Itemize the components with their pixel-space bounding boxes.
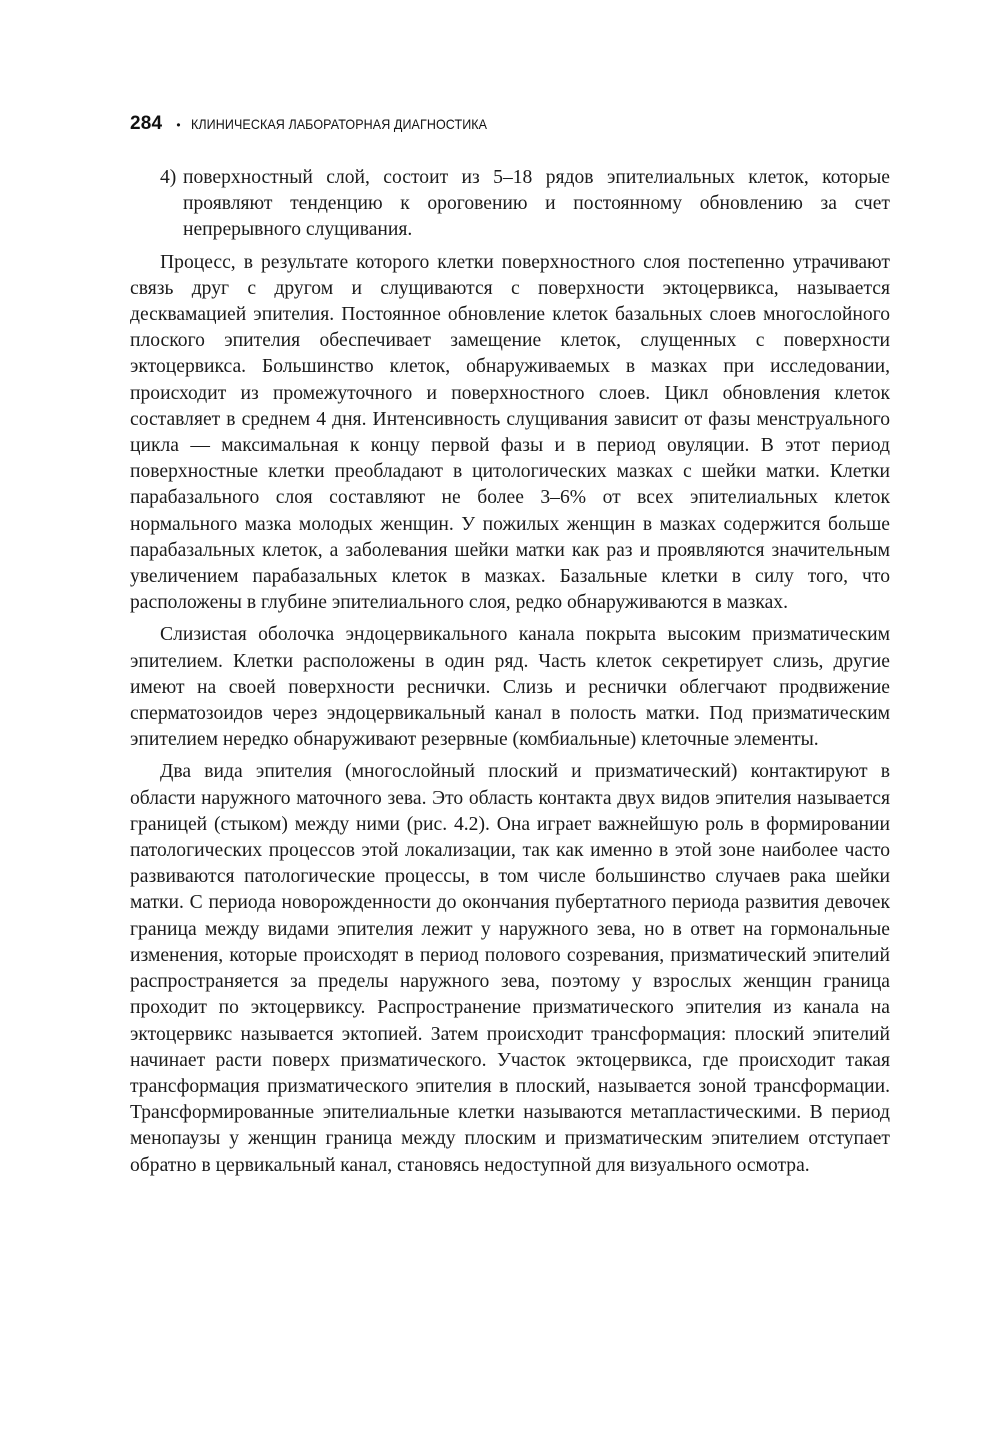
running-title: КЛИНИЧЕСКАЯ ЛАБОРАТОРНАЯ ДИАГНОСТИКА [190,116,487,132]
page-number: 284 [130,113,163,134]
paragraph-endocervical-canal: Слизистая оболочка эндоцервикального канала покрыта высоким призматическим эпителием. Клетки расположены в один ряд. Часть клеток секретирует слизь, другие имеют на своей поверхности реснички. Слизь и реснички облегчают продвижение сперматозоидов через эндоцервикальный канал в полость матки. Под призматическим эпителием нередко обнаруживают резервные (комбиальные) клеточные элементы. [130,624,890,751]
page-body [130,165,890,1179]
list-item-text: поверхностный слой, состоит из 5–18 рядов эпителиальных клеток, которые проявляют тенденцию к ороговению и постоянному обновлению за счет непрерывного слущивания. [183,167,890,241]
header-bullet: • [176,118,181,132]
paragraph-transformation-zone: Два вида эпителия (многослойный плоский и призматический) контактируют в области наружного маточного зева. Это область контакта двух видов эпителия называется границей (стыком) между ними (рис. 4.2). Она играет важнейшую роль в формировании патологических процессов этой локализации, так как именно в этой зоне наиболее часто развиваются патологические процессы, в том числе большинство случаев рака шейки матки. С периода новорожденности до окончания пубертатного периода развития девочек граница между видами эпителия лежит у наружного зева, но в ответ на гормональные изменения, которые происходят в период полового созревания, призматический эпителий распространяется за пределы наружного зева, поэтому у взрослых женщин граница проходит по эктоцервиксу. Распространение призматического эпителия из канала на эктоцервикс называется эктопией. Затем происходит трансформация: плоский эпителий начинает расти поверх призматического. Участок эктоцервикса, где происходит такая трансформация призматического эпителия в плоский, называется зоной трансформации. Трансформированные эпителиальные клетки называются метапластическими. В период менопаузы у женщин граница между плоским и призматическим эпителием отступает обратно в цервикальный канал, становясь недоступной для визуального осмотра. [130,761,890,1176]
list-marker: 4) [160,167,177,188]
list-item [160,165,890,244]
running-header [130,109,512,139]
paragraph-desquamation: Процесс, в результате которого клетки поверхностного слоя постепенно утрачивают связь друг с другом и слущиваются с поверхности эктоцервикса, называется десквамацией эпителия. Постоянное обновление клеток базальных слоев многослойного плоского эпителия обеспечивает замещение клеток, слущенных с поверхности эктоцервикса. Большинство клеток, обнаруживаемых в мазках при исследовании, происходит из промежуточного и поверхностного слоев. Цикл обновления клеток составляет в среднем 4 дня. Интенсивность слущивания зависит от фазы менструального цикла — максимальная к концу первой фазы и в период овуляции. В этот период поверхностные клетки преобладают в цитологических мазках с шейки матки. Клетки парабазального слоя составляют не более 3–6% от всех эпителиальных клеток нормального мазка молодых женщин. У пожилых женщин в мазках содержится больше парабазальных клеток, а заболевания шейки матки как раз и проявляются значительным увеличением парабазальных клеток в мазках. Базальные клетки в силу того, что расположены в глубине эпителиального слоя, редко обнаруживаются в мазках. [130,251,890,614]
